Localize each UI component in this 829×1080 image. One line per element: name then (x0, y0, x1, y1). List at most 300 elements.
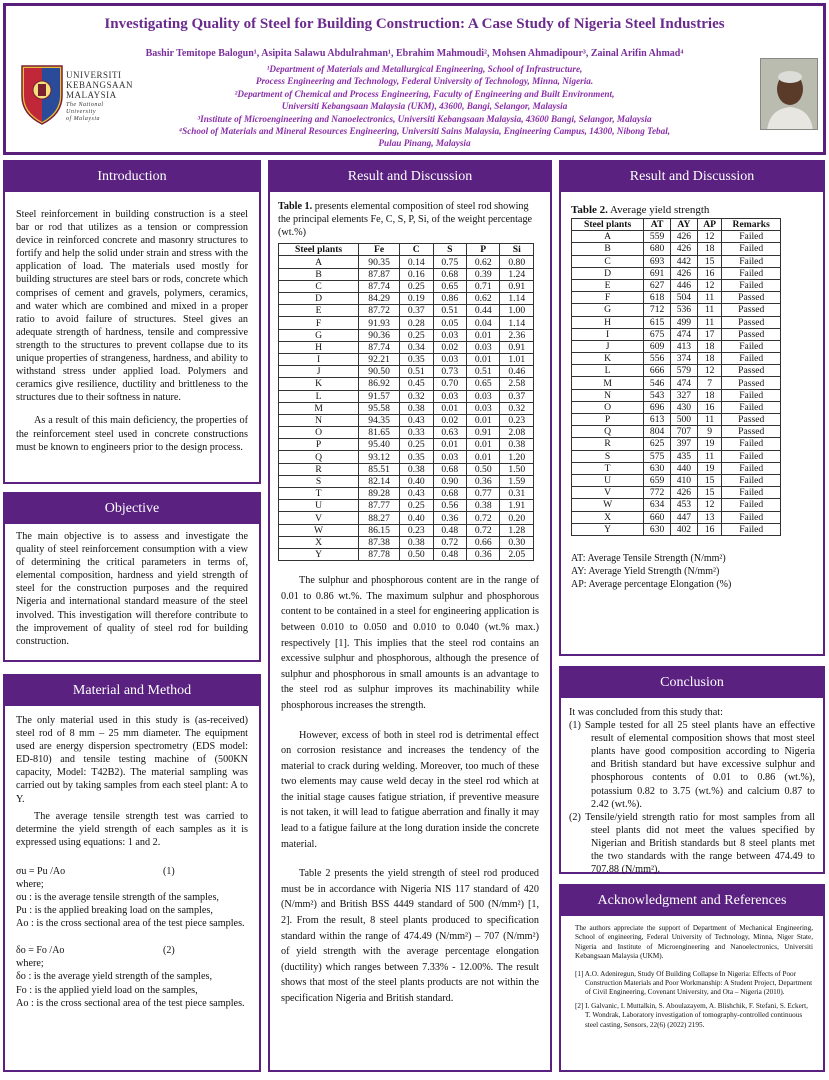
table-row (279, 317, 534, 329)
table-cell: 0.62 (467, 293, 500, 305)
table-cell: 0.51 (433, 305, 466, 317)
column-header: AT (644, 219, 671, 231)
table-cell: 0.35 (400, 451, 433, 463)
table-cell: 95.58 (359, 402, 400, 414)
table-cell: 0.01 (467, 451, 500, 463)
conclusion-item: (1) Sample tested for all 25 steel plants have an effective result of elemental composition shows that most steel plants have good composition according to Nigeria and British standard but have excessive sulphur and phosphorous contents of 0.01 to 0.86 (wt.%), potassium 0.82 to 3.75 (wt.%) and calcium 0.87 to 2.42 (wt.%). (569, 720, 815, 810)
table-cell: 82.14 (359, 475, 400, 487)
table-cell: 19 (697, 462, 722, 474)
table-row (572, 377, 781, 389)
table-row (279, 475, 534, 487)
affiliation-line: ³Institute of Microengineering and Nanoelectronics, Universiti Kebangsaan Malaysia, 43600 Bangi, Selangor, Malaysia (197, 113, 652, 124)
table-row (279, 390, 534, 402)
table-cell: 19 (697, 438, 722, 450)
table-row (279, 512, 534, 524)
table-cell: 0.03 (467, 402, 500, 414)
table-cell: 17 (697, 328, 722, 340)
table-cell: Passed (722, 377, 781, 389)
results-paragraph: Table 2 presents the yield strength of steel rod produced must be in accordance with Nigeria NIS 117 standard of 420 (N/mm²) and British BSS 4449 standard of 500 (N/mm²) [1, 2]. From the result, 8 steel plants produced to specification standard within the range of 474.49 (N/mm²) – 707 (N/mm²) of yield strength with the average percentage elongation (ductility) which ranges between 7.33% - 12.00%. The result shows that most of the steel plants products are not within the specification Nigeria and British standard. (281, 868, 539, 1004)
table-cell: D (279, 293, 359, 305)
table-cell: H (279, 341, 359, 353)
table-cell: 87.87 (359, 268, 400, 280)
table-cell: 0.01 (467, 329, 500, 341)
table-cell: 0.65 (467, 378, 500, 390)
table-cell: E (279, 305, 359, 317)
table-cell: 95.40 (359, 439, 400, 451)
table-cell: 0.66 (467, 536, 500, 548)
poster-title: Investigating Quality of Steel for Building Construction: A Case Study of Nigeria Steel Industries (104, 16, 725, 32)
table-cell: 693 (644, 255, 671, 267)
table-cell: 86.92 (359, 378, 400, 390)
table-cell: O (572, 401, 644, 413)
table-cell: 0.32 (400, 390, 433, 402)
table-cell: 625 (644, 438, 671, 450)
table-cell: 1.01 (500, 353, 534, 365)
table-cell: 0.04 (467, 317, 500, 329)
table-cell: 0.65 (433, 280, 466, 292)
table-row (572, 365, 781, 377)
table-row (279, 305, 534, 317)
table-cell: N (572, 389, 644, 401)
logo-subtext: of Malaysia (66, 116, 100, 122)
column-header: Steel plants (572, 219, 644, 231)
table-cell: 0.73 (433, 366, 466, 378)
table-cell: 16 (697, 267, 722, 279)
table-cell: 94.35 (359, 414, 400, 426)
table-row (279, 268, 534, 280)
table-cell: Failed (722, 511, 781, 523)
introduction-paragraph: Steel reinforcement in building construction is a steel bar or rod that utilizes as a tension or compression device in reinforced concrete and masonry structures to fortify and help the solid under strain and stress with the application of load. The materials used mostly for building structures are steel bars or rods, concrete which comprises of cement and gravels, polymers, ceramics, and water which are combined and mixed in a proper ratio to avoid failure of structures. Steel gives an adequate strength of hardness, tensile and compressive strength to the structures to prevent collapse due to its unique properties of strangeness, hardness, and ability to withstand stress under applied load. Polymers and ceramics give resilience, ductility and brittleness to the structures due to their softness in nature. (16, 209, 248, 404)
table-cell: 0.50 (467, 463, 500, 475)
table2-caption-text: Average yield strength (607, 204, 710, 216)
table-cell: P (572, 414, 644, 426)
introduction-panel (3, 160, 261, 484)
table-row (572, 353, 781, 365)
table-cell: 0.44 (467, 305, 500, 317)
table-cell: 87.74 (359, 341, 400, 353)
table-cell: 556 (644, 353, 671, 365)
table-row (572, 462, 781, 474)
table-cell: 1.14 (500, 317, 534, 329)
table-cell: 1.00 (500, 305, 534, 317)
table-cell: 0.90 (433, 475, 466, 487)
table-cell: 0.25 (400, 329, 433, 341)
table-cell: 474 (671, 377, 698, 389)
table-cell: 0.45 (400, 378, 433, 390)
table-cell: M (572, 377, 644, 389)
table-cell: U (572, 474, 644, 486)
table-cell: Y (279, 548, 359, 560)
table-cell: A (572, 231, 644, 243)
legend-item: AP: Average percentage Elongation (%) (571, 578, 732, 590)
table-cell: 0.68 (433, 268, 466, 280)
acknowledgment-heading: Acknowledgment and References (561, 886, 823, 916)
table-cell: R (572, 438, 644, 450)
table-cell: Q (572, 426, 644, 438)
legend-item: AY: Average Yield Strength (N/mm²) (571, 565, 720, 577)
table-cell: 0.71 (467, 280, 500, 292)
acknowledgment-panel (559, 884, 825, 1072)
table-cell: 0.46 (500, 366, 534, 378)
table-cell: 0.72 (467, 524, 500, 536)
table-cell: 634 (644, 499, 671, 511)
table-cell: V (572, 487, 644, 499)
table2-caption-label: Table 2. (571, 204, 608, 216)
table-cell: G (279, 329, 359, 341)
table-cell: 675 (644, 328, 671, 340)
table-cell: K (279, 378, 359, 390)
table-cell: 0.19 (400, 293, 433, 305)
table-cell: 804 (644, 426, 671, 438)
affiliation-line: ²Department of Chemical and Process Engineering, Faculty of Engineering and Built Environment, (234, 88, 615, 99)
introduction-heading: Introduction (5, 162, 259, 192)
table-cell: 87.74 (359, 280, 400, 292)
table-row (572, 426, 781, 438)
table-cell: J (279, 366, 359, 378)
table-cell: 18 (697, 353, 722, 365)
equation-definition: Fo : is the applied yield load on the samples, (16, 984, 198, 996)
author-list: Bashir Temitope Balogun¹, Asipita Salawu Abdulrahman¹, Ebrahim Mahmoudi², Mohsen Ahmadipour³, Zainal Arifin Ahmad⁴ (145, 48, 684, 59)
table-cell: 442 (671, 255, 698, 267)
table-cell: 410 (671, 474, 698, 486)
table-cell: 93.12 (359, 451, 400, 463)
table-cell: 1.28 (500, 524, 534, 536)
table-row (572, 292, 781, 304)
table-cell: 0.34 (400, 341, 433, 353)
table-cell: 2.08 (500, 427, 534, 439)
equation-definition: Pu : is the applied breaking load on the samples, (16, 905, 213, 917)
table-cell: O (279, 427, 359, 439)
column-header: AY (671, 219, 698, 231)
table-cell: M (279, 402, 359, 414)
table-row (279, 293, 534, 305)
table-cell: 15 (697, 255, 722, 267)
table-cell: 0.28 (400, 317, 433, 329)
table-row (572, 255, 781, 267)
table-cell: 16 (697, 401, 722, 413)
elemental-composition-table (278, 243, 534, 561)
table-cell: 0.40 (400, 475, 433, 487)
table-cell: 618 (644, 292, 671, 304)
table-cell: 0.50 (400, 548, 433, 560)
acknowledgment-text: The authors appreciate the support of Department of Mechanical Engineering, School of engineering, Federal University of Technology, Minna, Niger State, Nigeria and Institute of Microengineering and Nanoelectronics, Universiti Kebangsaan Malaysia (UKM). (575, 924, 813, 961)
column-header: C (400, 244, 433, 256)
table-row (279, 524, 534, 536)
table-cell: Failed (722, 389, 781, 401)
table-cell: 2.36 (500, 329, 534, 341)
legend-item: AT: Average Tensile Strength (N/mm²) (571, 552, 726, 564)
table-cell: 0.43 (400, 488, 433, 500)
table-cell: F (572, 292, 644, 304)
table-row (572, 267, 781, 279)
table-cell: E (572, 279, 644, 291)
conclusion-item: (2) Tensile/yield strength ratio for most samples from all steel plants did not meet the values specified by Nigerian and British standards but 8 steel plants met the two standards with the range between 474.49 to 707.88 (N/mm²). (569, 811, 815, 876)
table-cell: 440 (671, 462, 698, 474)
table-cell: 0.01 (467, 353, 500, 365)
table-cell: 0.70 (433, 378, 466, 390)
table-cell: 87.77 (359, 500, 400, 512)
table-cell: 0.43 (400, 414, 433, 426)
table-cell: 474 (671, 328, 698, 340)
table-cell: 447 (671, 511, 698, 523)
table-cell: 87.78 (359, 548, 400, 560)
table-cell: 430 (671, 401, 698, 413)
results-paragraph: The sulphur and phosphorous content are in the range of 0.01 to 0.86 wt.%. The maximum sulphur and phosphorous content to be contained in a steel for engineering application is between 0.010 to 0.050 and 0.010 to 0.040 (wt.% max.) respectively [1]. This implies that the steel rod contains an excessive sulphur and phosphorous, although the presence of sulphur and phosphorous in small amounts is an advantage to the steel rod as sulphur improves its machinability while phosphorous increases the strength. (281, 575, 539, 711)
table-cell: 499 (671, 316, 698, 328)
table-cell: 0.16 (400, 268, 433, 280)
equation-definition: Ao : is the cross sectional area of the test piece samples. (16, 918, 245, 930)
table-cell: 0.25 (400, 500, 433, 512)
equation-where: where; (16, 958, 44, 970)
table-cell: 2.05 (500, 548, 534, 560)
table-cell: 435 (671, 450, 698, 462)
affiliations (126, 63, 723, 150)
table1-caption-label: Table 1. (278, 201, 313, 212)
table-cell: 0.33 (400, 427, 433, 439)
table-cell: 559 (644, 231, 671, 243)
table-cell: Passed (722, 414, 781, 426)
table-cell: 87.38 (359, 536, 400, 548)
table-cell: 546 (644, 377, 671, 389)
table-cell: Failed (722, 487, 781, 499)
table-cell: 11 (697, 304, 722, 316)
table-cell: 0.05 (433, 317, 466, 329)
table-row (279, 548, 534, 560)
table-cell: W (572, 499, 644, 511)
table-cell: 11 (697, 414, 722, 426)
table-cell: J (572, 340, 644, 352)
table-cell: 18 (697, 340, 722, 352)
table-cell: 1.91 (500, 500, 534, 512)
results-paragraph: However, excess of both in steel rod is detrimental effect on corrosion resistance and increases the tendency of the material to crack during welding. Moreover, too much of these two elements may cause weld decay in the steel rod which at the initial stage causes fatigue striation, if preventive measure is not taken, it will lead to fatigue aberration and finally it may lead to a fatigue failure at the long duration inside the concrete material. (281, 729, 539, 850)
table-cell: 696 (644, 401, 671, 413)
table-cell: 446 (671, 279, 698, 291)
table-row (572, 328, 781, 340)
table-row (572, 523, 781, 535)
table-cell: 0.91 (500, 341, 534, 353)
conclusion-panel (559, 666, 825, 874)
table-cell: 81.65 (359, 427, 400, 439)
table-cell: 0.91 (500, 280, 534, 292)
column-header: S (433, 244, 466, 256)
table-cell: 0.02 (433, 414, 466, 426)
table-cell: 0.37 (500, 390, 534, 402)
table-cell: 0.63 (433, 427, 466, 439)
table-cell: 0.39 (467, 268, 500, 280)
university-logo (18, 62, 134, 138)
table-cell: 0.68 (433, 463, 466, 475)
table-row (572, 450, 781, 462)
table-cell: 0.38 (400, 536, 433, 548)
table-cell: 0.38 (500, 439, 534, 451)
table-cell: U (279, 500, 359, 512)
table-cell: 615 (644, 316, 671, 328)
table-cell: 0.03 (433, 353, 466, 365)
table-cell: Failed (722, 438, 781, 450)
table-cell: 707 (671, 426, 698, 438)
column-header: AP (697, 219, 722, 231)
table-cell: 84.29 (359, 293, 400, 305)
results-heading: Result and Discussion (561, 162, 823, 192)
table-cell: 413 (671, 340, 698, 352)
table-row (279, 280, 534, 292)
equation-text: δo = Fo /Ao (16, 945, 65, 957)
affiliation-line: ¹Department of Materials and Metallurgical Engineering, School of Infrastructure, (266, 64, 583, 74)
table-cell: 0.31 (500, 488, 534, 500)
table-cell: Q (279, 451, 359, 463)
table-cell: S (572, 450, 644, 462)
table-cell: 691 (644, 267, 671, 279)
table-cell: 0.75 (433, 256, 466, 268)
table-cell: P (279, 439, 359, 451)
table1-caption (270, 200, 550, 239)
table-cell: X (572, 511, 644, 523)
table-cell: 0.03 (433, 451, 466, 463)
table-cell: S (279, 475, 359, 487)
table-cell: 680 (644, 243, 671, 255)
table-cell: Passed (722, 328, 781, 340)
conclusion-heading: Conclusion (561, 668, 823, 698)
table-cell: 91.57 (359, 390, 400, 402)
table-header-row (279, 244, 534, 256)
table-cell: 0.36 (433, 512, 466, 524)
table-cell: R (279, 463, 359, 475)
table-row (279, 353, 534, 365)
table-cell: Failed (722, 450, 781, 462)
equation-definition: Ao : is the cross sectional area of the test piece samples. (16, 997, 245, 1009)
table-cell: 0.80 (500, 256, 534, 268)
table-row (279, 402, 534, 414)
table-cell: C (572, 255, 644, 267)
table-cell: 1.24 (500, 268, 534, 280)
table-cell: 0.36 (467, 475, 500, 487)
table-cell: 0.40 (400, 512, 433, 524)
table-cell: 1.20 (500, 451, 534, 463)
table-row (279, 366, 534, 378)
table-cell: 90.50 (359, 366, 400, 378)
table-cell: 0.20 (500, 512, 534, 524)
table-cell: A (279, 256, 359, 268)
table-row (279, 341, 534, 353)
table-cell: 543 (644, 389, 671, 401)
table-cell: Failed (722, 255, 781, 267)
table-cell: Failed (722, 279, 781, 291)
table-cell: 609 (644, 340, 671, 352)
table-cell: 0.25 (400, 280, 433, 292)
table-cell: 504 (671, 292, 698, 304)
reference-item: [2] I. Galvanic, I. Muttalkin, S. Aboulazayem, A. Blishchik, F. Stefani, S. Eckert, T. Wondrak, Laboratory investigation of tomography-controlled continuous steel casting, Sensors, 22(6) (2022) 2195. (575, 1001, 808, 1029)
table-cell: L (279, 390, 359, 402)
table2-legend (571, 552, 823, 591)
table-cell: 86.15 (359, 524, 400, 536)
poster-header (3, 3, 826, 155)
table-row (572, 340, 781, 352)
table-cell: Failed (722, 340, 781, 352)
equation-number: (2) (163, 945, 175, 957)
table-cell: N (279, 414, 359, 426)
table-cell: 627 (644, 279, 671, 291)
table-cell: Passed (722, 292, 781, 304)
table-cell: 426 (671, 231, 698, 243)
table-cell: 0.48 (433, 524, 466, 536)
table-cell: Passed (722, 304, 781, 316)
table-header-row (572, 219, 781, 231)
table-row (279, 500, 534, 512)
results-heading: Result and Discussion (270, 162, 550, 192)
table-cell: 90.36 (359, 329, 400, 341)
table-cell: 0.01 (467, 414, 500, 426)
table-cell: 13 (697, 511, 722, 523)
column-header: P (467, 244, 500, 256)
table-cell: 1.50 (500, 463, 534, 475)
table-cell: 575 (644, 450, 671, 462)
table1-caption-text: presents elemental composition of steel rod showing the principal elements Fe, C, S, P, Si, of the weight percentage (wt.%) (278, 201, 533, 239)
affiliation-line: Process Engineering and Technology, Federal University of Technology, Minna, Nigeria. (255, 76, 594, 87)
table-cell: 0.03 (433, 329, 466, 341)
table-cell: V (279, 512, 359, 524)
table-cell: B (572, 243, 644, 255)
table-cell: 0.03 (467, 341, 500, 353)
table-cell: 0.48 (433, 548, 466, 560)
equation-number: (1) (163, 865, 175, 877)
table-cell: 0.38 (400, 402, 433, 414)
table-cell: 0.56 (433, 500, 466, 512)
table-cell: 15 (697, 487, 722, 499)
column-header: Remarks (722, 219, 781, 231)
table-cell: Passed (722, 316, 781, 328)
author-photo (760, 58, 818, 130)
table-row (279, 536, 534, 548)
table-cell: F (279, 317, 359, 329)
table-cell: 12 (697, 279, 722, 291)
table-cell: 16 (697, 523, 722, 535)
table-cell: Failed (722, 243, 781, 255)
table-cell: 500 (671, 414, 698, 426)
table-cell: Failed (722, 462, 781, 474)
table-cell: 12 (697, 365, 722, 377)
table-cell: Failed (722, 401, 781, 413)
table-cell: 18 (697, 389, 722, 401)
table-row (279, 427, 534, 439)
column-header: Steel plants (279, 244, 359, 256)
table-cell: 0.23 (500, 414, 534, 426)
table-cell: Failed (722, 523, 781, 535)
table-cell: 0.37 (400, 305, 433, 317)
table-row (279, 256, 534, 268)
table-cell: 12 (697, 231, 722, 243)
table-cell: 659 (644, 474, 671, 486)
objective-paragraph: The main objective is to assess and investigate the quality of steel reinforcement consumption with a view of determining the critical parameters in terms of, elemental composition, hardness and yield strength of steel for the construction purposes and the required Nigeria and international standard measure of the steel involved. This investigation will therefore contribute to the improvement of quality of steel rod for building construction. (16, 531, 248, 647)
table-cell: Passed (722, 365, 781, 377)
table-cell: 0.32 (500, 402, 534, 414)
material-heading: Material and Method (5, 676, 259, 706)
table-row (572, 279, 781, 291)
logo-text: KEBANGSAAN (66, 80, 134, 90)
table-cell: 85.51 (359, 463, 400, 475)
table-cell: 18 (697, 243, 722, 255)
table-cell: D (572, 267, 644, 279)
table-cell: 402 (671, 523, 698, 535)
table2-caption (571, 204, 823, 216)
table-cell: 327 (671, 389, 698, 401)
table-cell: Failed (722, 267, 781, 279)
reference-item: [1] A.O. Adeniregun, Study Of Building Collapse In Nigeria: Effects of Poor Construction Materials and Poor Workmanship: A Student Project, Department of Civil Engineering, Covenant University, and Ota – Nigeria (2010). (575, 969, 813, 997)
material-panel (3, 674, 261, 1072)
table-cell: 426 (671, 267, 698, 279)
table-row (572, 487, 781, 499)
table-cell: 666 (644, 365, 671, 377)
table-cell: 1.59 (500, 475, 534, 487)
